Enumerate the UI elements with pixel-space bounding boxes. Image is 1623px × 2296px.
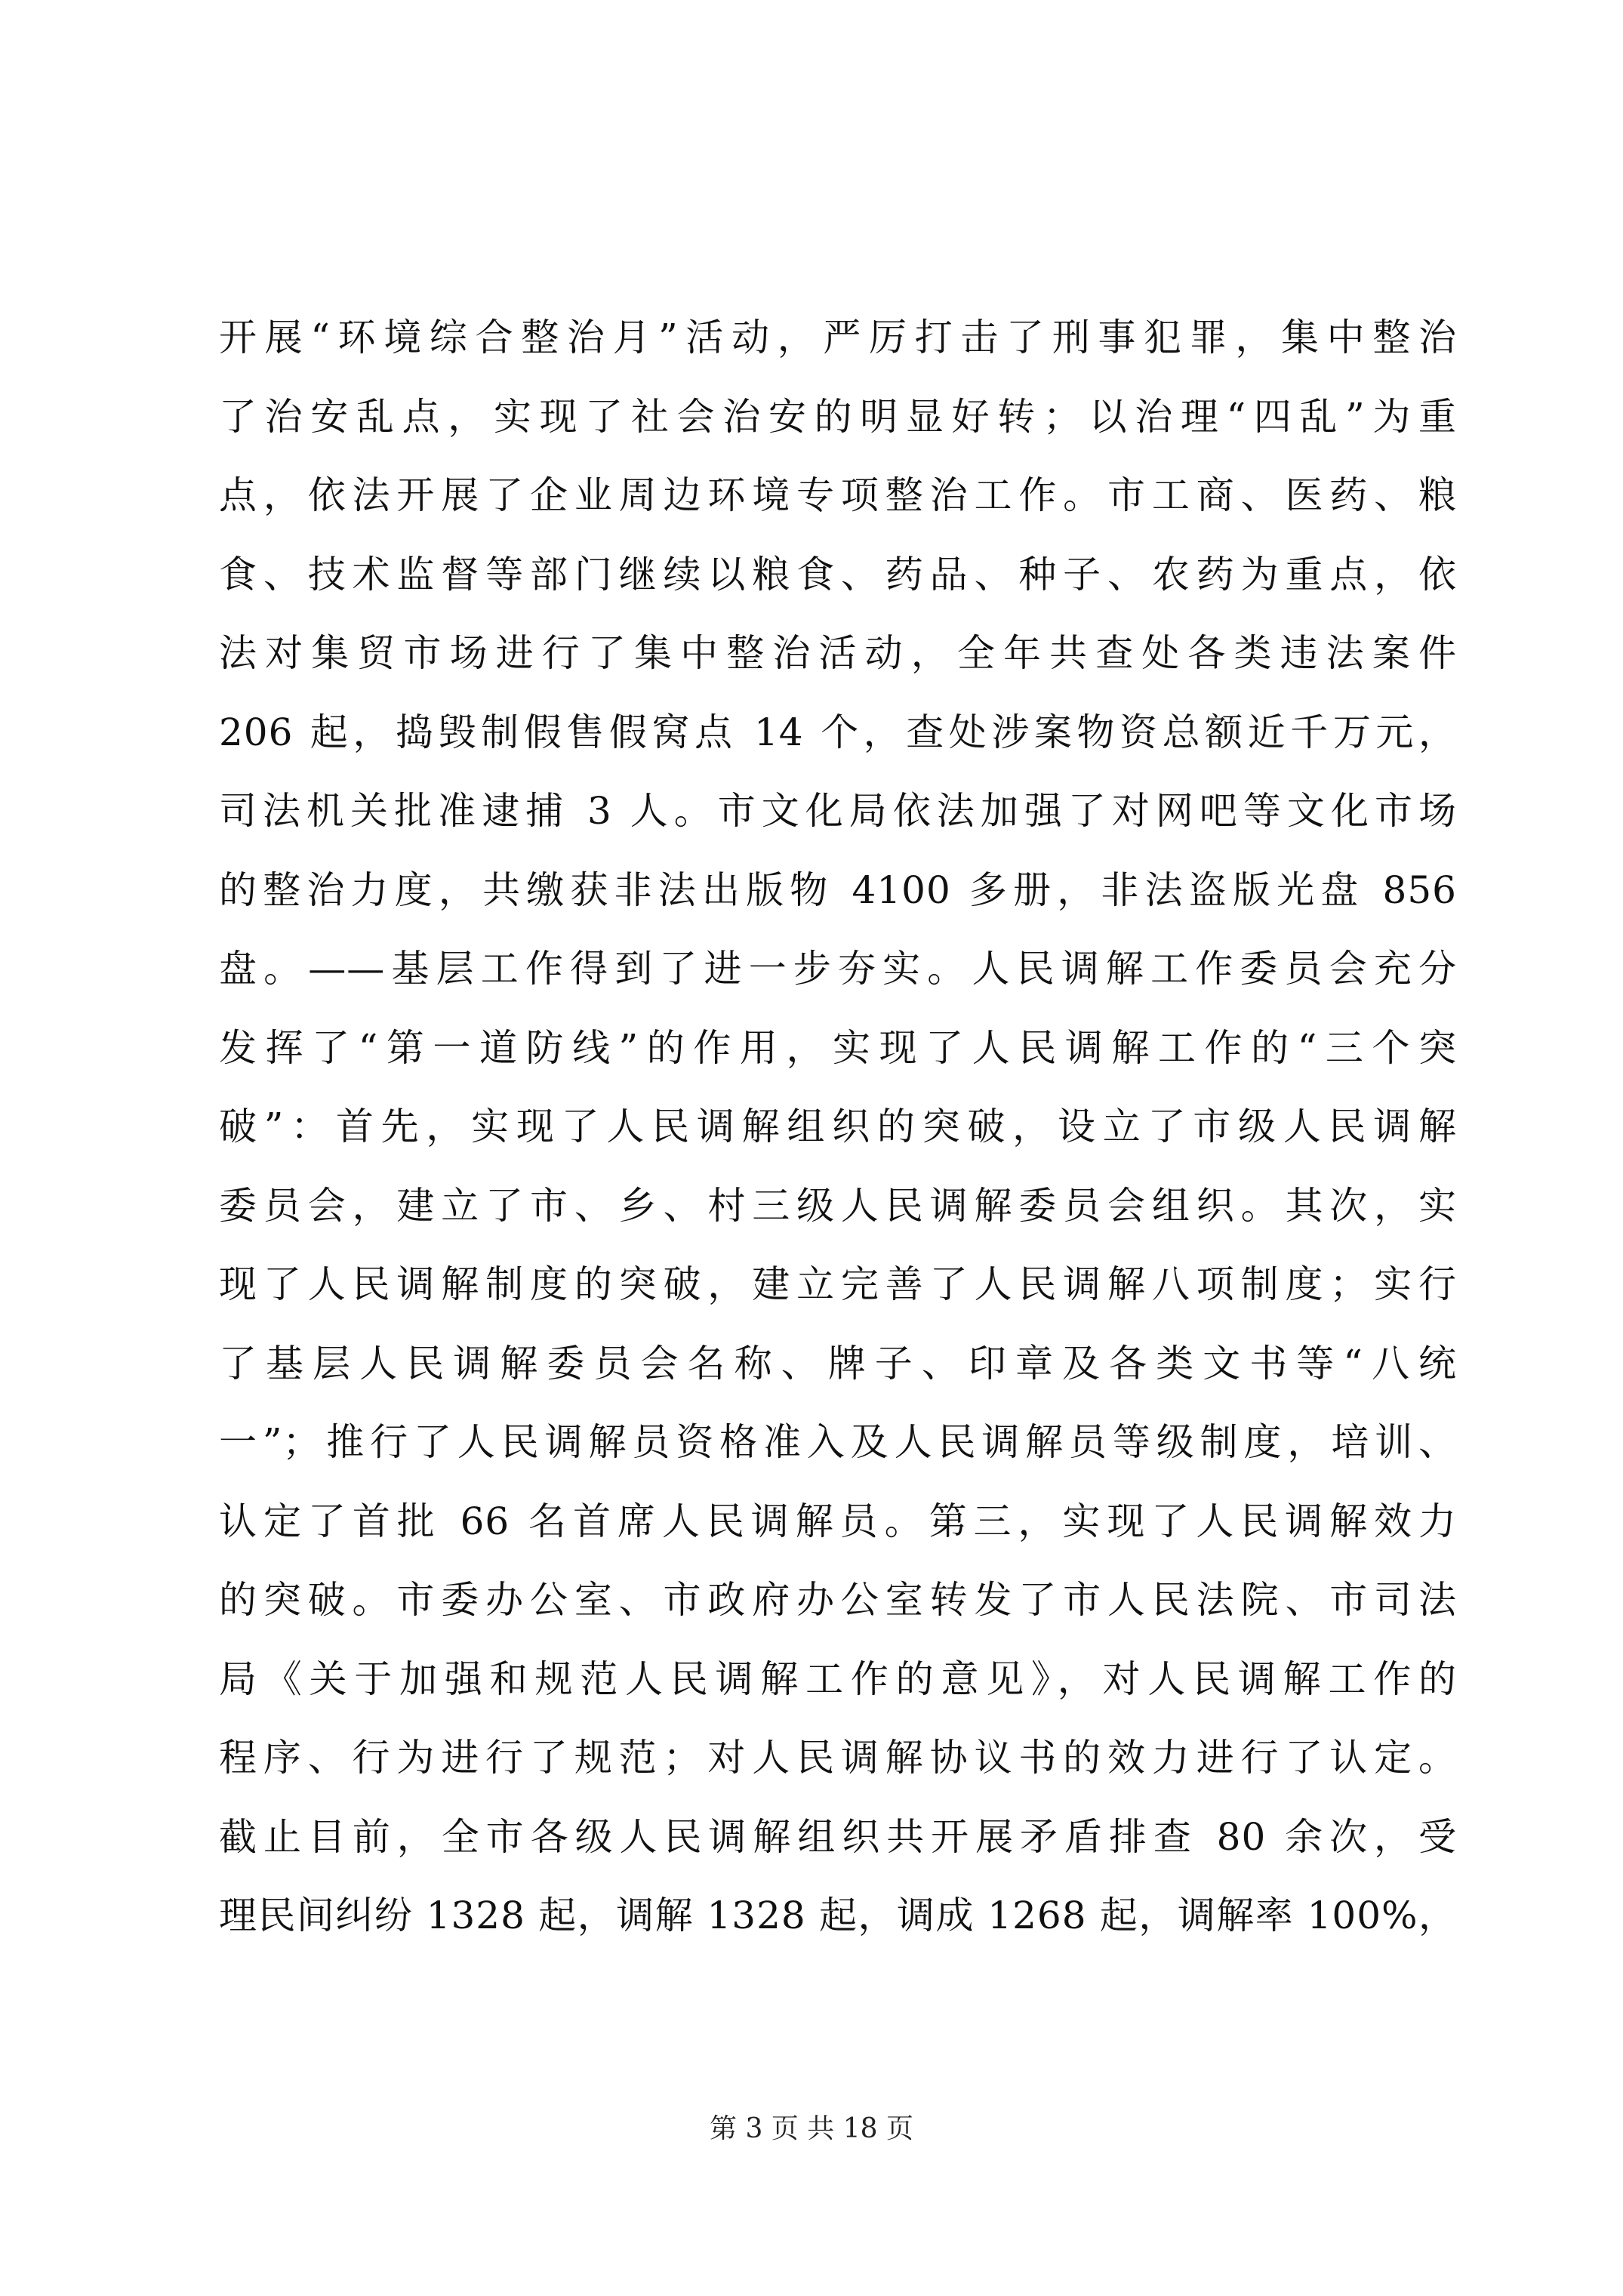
page-footer (0, 2110, 1623, 2148)
text-line: 的突破。市委办公室、市政府办公室转发了市人民法院、市司法 (219, 1578, 1457, 1622)
text-line: 206 起，捣毁制假售假窝点 14 个，查处涉案物资总额近千万元， (219, 710, 1457, 754)
text-line: 司法机关批准逮捕 3 人。市文化局依法加强了对网吧等文化市场 (219, 789, 1457, 833)
text-line: 发挥了“第一道防线”的作用，实现了人民调解工作的“三个突 (219, 1025, 1457, 1070)
text-line: 了基层人民调解委员会名称、牌子、印章及各类文书等“八统 (219, 1341, 1457, 1385)
text-line: 盘。——基层工作得到了进一步夯实。人民调解工作委员会充分 (219, 947, 1457, 991)
text-line: 点，依法开展了企业周边环境专项整治工作。市工商、医药、粮 (219, 473, 1457, 517)
text-line: 的整治力度，共缴获非法出版物 4100 多册，非法盗版光盘 856 (219, 868, 1457, 912)
page-number: 第 3 页 共 18 页 (710, 2113, 913, 2144)
text-line: 开展“环境综合整治月”活动，严厉打击了刑事犯罪，集中整治 (219, 316, 1457, 359)
text-line: 局《关于加强和规范人民调解工作的意见》，对人民调解工作的 (219, 1657, 1457, 1701)
text-line: 委员会，建立了市、乡、村三级人民调解委员会组织。其次，实 (219, 1183, 1457, 1228)
text-line: 了治安乱点，实现了社会治安的明显好转；以治理“四乱”为重 (219, 394, 1457, 439)
text-line: 破”：首先，实现了人民调解组织的突破，设立了市级人民调解 (219, 1105, 1457, 1148)
text-line: 法对集贸市场进行了集中整治活动，全年共查处各类违法案件 (219, 631, 1457, 675)
text-line: 程序、行为进行了规范；对人民调解协议书的效力进行了认定。 (219, 1736, 1457, 1780)
text-line: 食、技术监督等部门继续以粮食、药品、种子、农药为重点，依 (219, 552, 1457, 596)
text-line: 一”；推行了人民调解员资格准入及人民调解员等级制度，培训、 (219, 1420, 1457, 1464)
body-text (219, 298, 1457, 1955)
text-line: 现了人民调解制度的突破，建立完善了人民调解八项制度；实行 (219, 1262, 1457, 1306)
text-line: 理民间纠纷 1328 起，调解 1328 起，调成 1268 起，调解率 100%， (219, 1894, 1457, 1937)
text-line: 认定了首批 66 名首席人民调解员。第三，实现了人民调解效力 (219, 1499, 1457, 1543)
text-line: 截止目前，全市各级人民调解组织共开展矛盾排查 80 余次，受 (219, 1814, 1457, 1859)
